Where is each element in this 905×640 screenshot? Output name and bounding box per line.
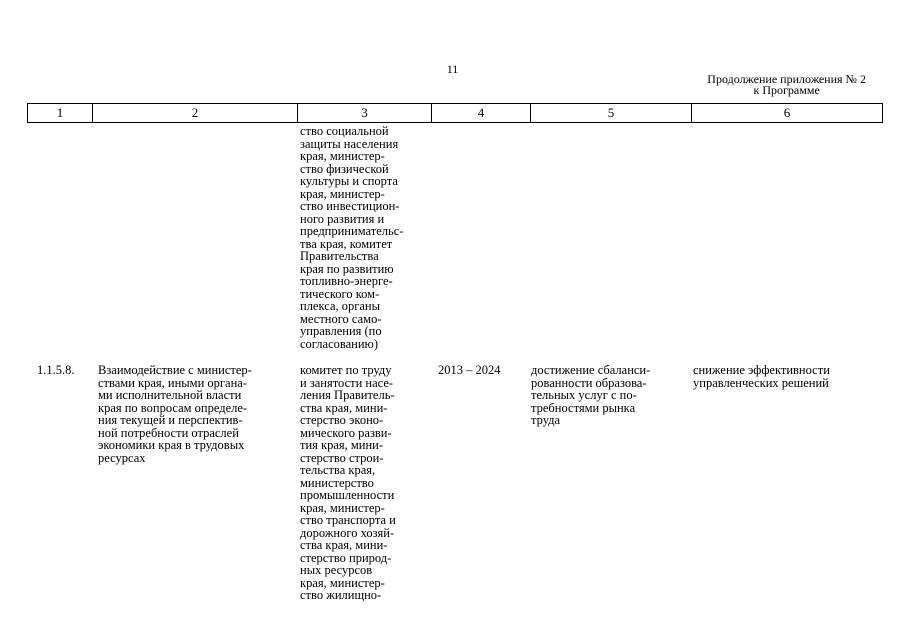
column-header-6: 6 <box>692 104 883 123</box>
row-consequence: снижение эффективности управленческих решений <box>693 363 830 390</box>
column-header-5: 5 <box>531 104 692 123</box>
row-executors: комитет по труду и занятости насе- ления Правитель- ства края, мини- стерство эконо- мического разви- тия края, мини- стерство строи- тельства края, министерство промышленности края, министер- ство транспорта и дорожного хозяй- ства края, мини- стерство природ- ных ресурсов края, министер- ство жилищно- <box>300 363 396 602</box>
header-row <box>28 104 883 123</box>
column-header-3: 3 <box>298 104 432 123</box>
column-number-header <box>27 103 883 123</box>
row-number: 1.1.5.8. <box>37 363 75 377</box>
caption-line-2: к Программе <box>753 83 820 97</box>
row-expected-result: достижение сбаланси- рованности образова- тельных услуг с по- требностями рынка труда <box>531 363 651 427</box>
appendix-caption <box>707 74 866 96</box>
page-number: 11 <box>446 62 459 76</box>
caption-line-1: Продолжение приложения № 2 <box>707 72 866 86</box>
row-period: 2013 – 2024 <box>438 363 501 377</box>
column-header-4: 4 <box>432 104 531 123</box>
column-header-1: 1 <box>28 104 93 123</box>
continued-executors-cell: ство социальной защиты населения края, министер- ство физической культуры и спорта края, министер- ство инвестицион- ного развития и предпринимательс- тва края, комитет Правительства края по развитию топливно-энерге- тического ком- плекса, органы местного само- управления (по согласованию) <box>300 124 404 351</box>
column-header-2: 2 <box>93 104 298 123</box>
row-description: Взаимодействие с министер- ствами края, иными органа- ми исполнительной власти края по вопросам определе- ния текущей и перспектив- ной потребности отраслей экономики края в трудовых ресурсах <box>98 363 252 465</box>
